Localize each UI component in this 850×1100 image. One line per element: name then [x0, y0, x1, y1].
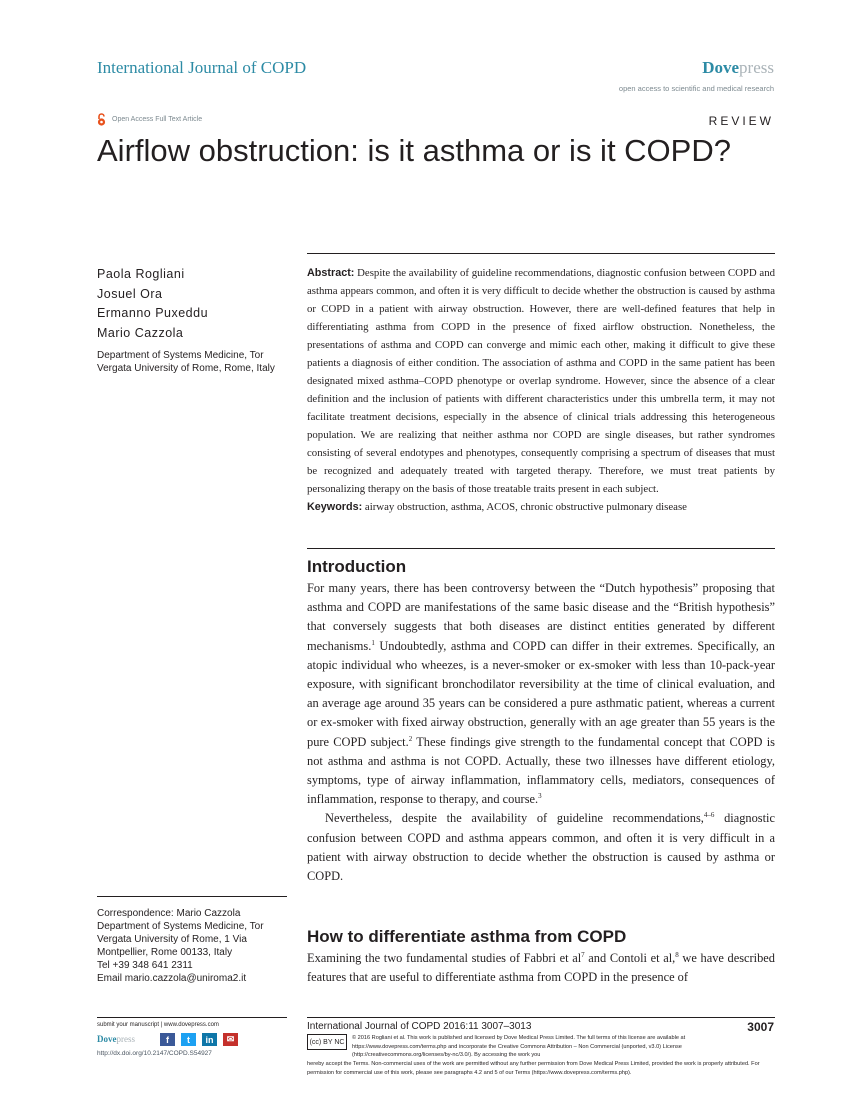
article-type: REVIEW: [708, 114, 774, 128]
citation-ref[interactable]: 8: [675, 950, 679, 959]
citation-ref[interactable]: 2: [408, 734, 413, 743]
open-access-badge: [97, 113, 202, 126]
doi-link[interactable]: http://dx.doi.org/10.2147/COPD.S54927: [97, 1050, 212, 1057]
footer-rule-right: [307, 1017, 775, 1018]
open-access-label: Open Access Full Text Article: [112, 116, 203, 123]
email-icon[interactable]: ✉: [223, 1033, 238, 1046]
citation-ref[interactable]: 3: [538, 792, 542, 801]
introduction-body: [307, 579, 775, 886]
correspondence-line: Tel +39 348 641 2311: [97, 960, 193, 971]
social-links: [160, 1033, 238, 1046]
facebook-icon[interactable]: f: [160, 1033, 175, 1046]
correspondence-line: Correspondence: Mario Cazzola: [97, 908, 241, 919]
section2-body: Examining the two fundamental studies of Fabbri et $al^7$ and Contoli et al,$^8$ we have described features that are useful to differentiate asthma from COPD in the presence of: [307, 950, 776, 985]
twitter-icon[interactable]: t: [181, 1033, 196, 1046]
section-heading-introduction: Introduction: [307, 557, 407, 576]
section-heading-differentiate: How to differentiate asthma from COPD: [307, 927, 627, 946]
creative-commons-icon[interactable]: (cc) BY NC: [307, 1034, 347, 1050]
keywords-label: Keywords:: [307, 501, 363, 513]
correspondence-line: Vergata University of Rome, 1 Via: [97, 934, 247, 945]
article-title: Airflow obstruction: is it asthma or is it COPD?: [97, 133, 731, 168]
footer-citation: International Journal of COPD 2016:11 3007–3013: [307, 1021, 532, 1032]
journal-title: International Journal of COPD: [97, 58, 307, 77]
abstract-text: Despite the availability of guideline recommendations, diagnostic confusion between COPD and asthma appears common, and often it is very difficult to decide whether the obstruction is caused by asthma or COPD in a patient with airway obstruction. However, there are well-defined features that help in differentiating asthma from COPD in the presence of fixed airflow obstruction. Nonetheless, the presentations of asthma and COPD can converge and mimic each other, making it difficult to give these patients a diagnosis of either condition. The association of asthma and COPD in the same patient has been designated mixed asthma–COPD phenotype or overlap syndrome. However, since the absence of a clear definition and the inclusion of patients with different characteristics under this umbrella term, it may not facilitate treatment decisions, especially in the absence of clinical trials addressing this heterogeneous population. We are realizing that neither asthma nor COPD are single diseases, but rather syndromes consisting of several endotypes and phenotypes, consequently comprising a spectrum of diseases that must be recognized and adequately treated with targeted therapy. Therefore, we must treat patients by personalizing therapy on the basis of those treatable traits present in each subject.: [307, 267, 775, 495]
correspondence-line: Department of Systems Medicine, Tor: [97, 921, 264, 932]
correspondence-rule: [97, 896, 287, 897]
author-name: Mario Cazzola: [97, 325, 184, 340]
submit-manuscript-link[interactable]: submit your manuscript | www.dovepress.com: [97, 1022, 219, 1028]
publisher-logo-part-b: press: [739, 58, 774, 77]
publisher-tagline: open access to scientific and medical research: [618, 84, 774, 93]
abstract-label: Abstract:: [307, 267, 355, 279]
publisher-logo-part-a: Dove: [702, 58, 740, 77]
author-list: [97, 265, 208, 343]
page-number: 3007: [747, 1020, 774, 1034]
author-name: Ermanno Puxeddu: [97, 306, 209, 320]
license-text: © 2016 Rogliani et al. This work is published and licensed by Dove Medical Press Limited. The full terms of this license are available at https://www.dovepress.com/terms.php and incorporate the Creative Commons Attribution – Non Commercial (unported, v3.0) License (http://creativecommons.org/licenses/by-nc/3.0/). By accessing the work you: [352, 1035, 686, 1059]
license-text-continued: hereby accept the Terms. Non-commercial uses of the work are permitted without any further permission from Dove Medical Press Limited, provided the work is properly attributed. For permission for commercial use of this work, please see paragraphs 4.2 and 5 of our Terms (https://www.dovepress.com/terms.php).: [307, 1061, 760, 1076]
correspondence-block: [97, 907, 277, 985]
correspondence-line: Montpellier, Rome 00133, Italy: [97, 947, 233, 958]
correspondence-email[interactable]: Email mario.cazzola@uniroma2.it: [97, 973, 247, 984]
keywords-text: airway obstruction, asthma, ACOS, chronic obstructive pulmonary disease: [364, 501, 687, 513]
citation-ref[interactable]: 4–6: [703, 811, 715, 820]
open-access-lock-icon: [97, 113, 106, 126]
citation-ref[interactable]: 7: [581, 950, 585, 959]
publisher-logo[interactable]: [702, 58, 774, 78]
author-name: Josuel Ora: [97, 286, 163, 301]
affiliation: Department of Systems Medicine, Tor Vergata University of Rome, Rome, Italy: [97, 350, 275, 374]
abstract-top-rule: [307, 253, 775, 254]
linkedin-icon[interactable]: in: [202, 1033, 217, 1046]
license-row: [307, 1034, 775, 1060]
footer-rule-left: [97, 1017, 287, 1018]
citation-ref[interactable]: 1: [371, 638, 375, 647]
footer-publisher-logo[interactable]: Dovepress: [97, 1034, 135, 1044]
paragraph: Nevertheless, despite the availability of guideline recommendations,$^{4-6}$ diagnostic confusion between COPD and asthma appears common, and often it is very difficult in a patient with airway obstruction to decide whether the obstruction is caused by asthma or COPD.: [307, 811, 776, 884]
paragraph: For many years, there has been controversy between the “Dutch hypothesis” proposing that asthma and COPD are manifestations of the same basic disease and the “British hypothesis” that conversely suggests that both diseases are distinct entities generated by different mechanisms.$^1$ Undoubtedly, asthma and COPD can differ in their extremes. Specifically, an atopic individual who wheezes, is a never-smoker or ex-smoker with less than 10-pack-year exposure, with significant bronchodilator reversibility at the time of clinical evaluation, and an average age around 35 years can be considered a pure asthmatic patient, whereas a current or ex-smoker with fixed airway obstruction, generally with an age greater than 55 years is the pure COPD subject.$^2$ These findings give strength to the fundamental concept that COPD is not asthma and asthma is not COPD. Actually, these two illnesses have different etiology, symptoms, type of airway inflammation, inflammatory cells, mediators, consequences of inflammation, response to therapy, and course.$^3$: [307, 581, 775, 807]
abstract: [307, 264, 775, 516]
author-name: Paola Rogliani: [97, 267, 185, 281]
abstract-bottom-rule: [307, 548, 775, 549]
